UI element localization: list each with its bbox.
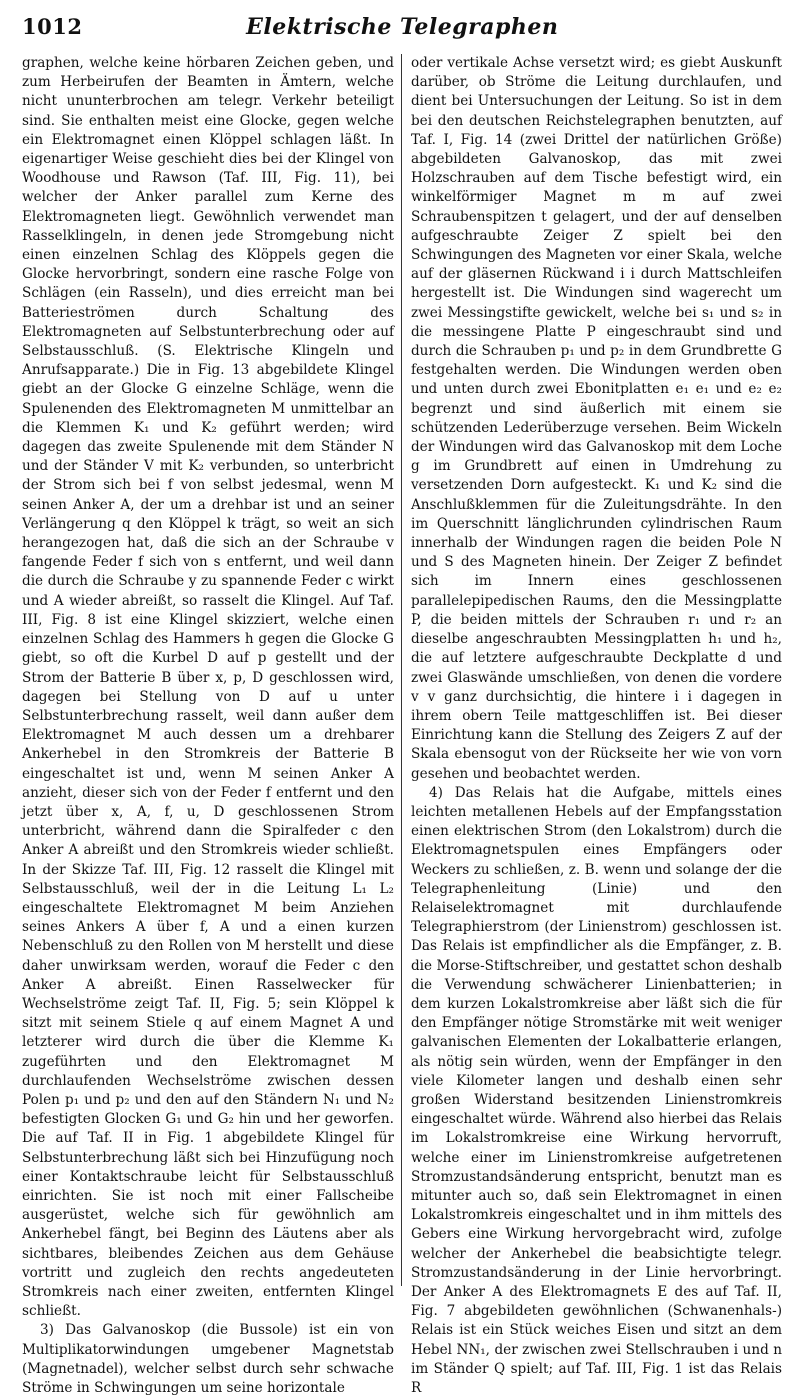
paragraph-relais: 4) Das Relais hat die Aufgabe, mittels eines leichten metallenen Hebels auf der Empfangsstation einen elektrischen Strom (den Lokalstrom) durch die Elektromagnetspulen eines Empfängers oder Weckers zu schließen, z. B. wenn und solange der die Telegraphenleitung (Linie) und den Relaiselektromagnet mit durchlaufende Telegraphierstrom (der Linienstrom) geschlossen ist. Das Relais ist empfindlicher als die Empfänger, z. B. die Morse-Stiftschreiber, und gestattet schon deshalb die Verwendung schwächerer Linienbatterien; in dem kurzen Lokalstromkreise aber läßt sich die für den Empfänger nötige Stromstärke mit weit weniger galvanischen Elementen der Lokalbatterie erlangen, als nötig sein würden, wenn der Empfänger in den viele Kilometer langen und deshalb einen sehr großen Widerstand besitzenden Linienstromkreis eingeschaltet würde. Während also hierbei das Relais im Lokalstromkreise eine Wirkung hervorruft, welche einer im Linienstromkreise aufgetretenen Stromzustandsänderung entspricht, benutzt man es mitunter auch so, daß sein Elektromagnet in einen Lokalstromkreis eingeschaltet und in ihm mittels des Gebers eine Wirkung hervorgebracht wird, zufolge welcher der Ankerhebel die beabsichtigte telegr. Stromzustandsänderung in der Linie hervorbringt. Der Anker A des Elektromagnets E des auf Taf. II, Fig. 7 abgebildeten gewöhnlichen (Schwanenhals-) Relais ist ein Stück weiches Eisen und sitzt an dem Hebel NN₁, der zwischen zwei Stellschrauben i und n im Ständer Q spielt; auf Taf. III, Fig. 1 ist das Relais R: [410, 784, 782, 1397]
text-columns: [22, 54, 782, 1397]
page-number: 1012: [22, 14, 83, 39]
page-header: [22, 14, 782, 54]
running-title: Elektrische Telegraphen: [246, 14, 559, 40]
right-column: [402, 54, 782, 1397]
paragraph-galvanoskop: 3) Das Galvanoskop (die Bussole) ist ein von Multiplikatorwindungen umgebener Magnetstab (Magnetnadel), welcher selbst durch sehr schwache Ströme in Schwingungen um seine horizontale: [22, 1322, 394, 1397]
paragraph-klingeln: graphen, welche keine hörbaren Zeichen geben, und zum Herbeirufen der Beamten in Ämtern, welche nicht ununterbrochen am telegr. Verkehr beteiligt sind. Sie enthalten meist eine Glocke, gegen welche ein Elektromagnet einen Klöppel schlagen läßt. In eigenartiger Weise geschieht dies bei der Klingel von Woodhouse und Rawson (Taf. III, Fig. 11), bei welcher der Anker parallel zum Kerne des Elektromagneten liegt. Gewöhnlich verwendet man Rasselklingeln, in denen jede Stromgebung nicht einen einzelnen Schlag des Klöppels gegen die Glocke hervorbringt, sondern eine rasche Folge von Schlägen (ein Rasseln), und dies erreicht man bei Batterieströmen durch Schaltung des Elektromagneten auf Selbstunterbrechung oder auf Selbstausschluß. (S. Elektrische Klingeln und Anrufsapparate.) Die in Fig. 13 abgebildete Klingel giebt an der Glocke G einzelne Schläge, wenn die Spulenenden des Elektromagneten M unmittelbar an die Klemmen K₁ und K₂ geführt werden; wird dagegen das zweite Spulenende mit dem Ständer N und der Ständer V mit K₂ verbunden, so unterbricht der Strom sich bei f von selbst jedesmal, wenn M seinen Anker A, der um a drehbar ist und an seiner Verlängerung q den Klöppel k trägt, so weit an sich herangezogen hat, daß die sich an der Schraube v fangende Feder f sich von s entfernt, und weil dann die durch die Schraube y zu spannende Feder c wirkt und A wieder abreißt, so rasselt die Klingel. Auf Taf. III, Fig. 8 ist eine Klingel skizziert, welche einen einzelnen Schlag des Hammers h gegen die Glocke G giebt, so oft die Kurbel D auf p gestellt und der Strom der Batterie B über x, p, D geschlossen wird, dagegen bei Stellung von D auf u unter Selbstunterbrechung rasselt, weil dann außer dem Elektromagnet M auch dessen um a drehbarer Ankerhebel in den Stromkreis der Batterie B eingeschaltet ist und, wenn M seinen Anker A anzieht, dieser sich von der Feder f entfernt und den jetzt über x, A, f, u, D geschlossenen Strom unterbricht, während dann die Spiralfeder c den Anker A abreißt und den Stromkreis wieder schließt. In der Skizze Taf. III, Fig. 12 rasselt die Klingel mit Selbstausschluß, weil der in die Leitung L₁ L₂ eingeschaltete Elektromagnet M beim Anziehen seines Ankers A über f, A und a einen kurzen Nebenschluß zu den Rollen von M herstellt und diese daher unwirksam werden, worauf die Feder c den Anker A abreißt. Einen Rasselwecker für Wechselströme zeigt Taf. II, Fig. 5; sein Klöppel k sitzt mit seinem Stiele q auf einem Magnet A und letzterer wird durch die über die Klemme K₁ zugeführten und den Elektromagnet M durchlaufenden Wechselströme zwischen dessen Polen p₁ und p₂ und den auf den Ständern N₁ und N₂ befestigten Glocken G₁ und G₂ hin und her geworfen. Die auf Taf. II in Fig. 1 abgebildete Klingel für Selbstunterbrechung läßt sich bei Hinzufügung noch einer Kontaktschraube leicht für Selbstausschluß einrichten. Sie ist noch mit einer Fallscheibe ausgerüstet, welche sich für gewöhnlich am Ankerhebel fängt, bei Beginn des Läutens aber als sichtbares, bleibendes Zeichen aus dem Gehäuse vortritt und zugleich den rechts angedeuteten Stromkreis nach einer zweiten, entfernten Klingel schließt.: [22, 55, 394, 1320]
paragraph-galvanoskop-continued: oder vertikale Achse versetzt wird; es giebt Auskunft darüber, ob Ströme die Leitung durchlaufen, und dient bei Untersuchungen der Leitung. So ist in dem bei den deutschen Reichstelegraphen benutzten, auf Taf. I, Fig. 14 (zwei Drittel der natürlichen Größe) abgebildeten Galvanoskop, das mit zwei Holzschrauben auf dem Tische befestigt wird, ein winkelförmiger Magnet m m auf zwei Schraubenspitzen t gelagert, und der auf denselben aufgeschraubte Zeiger Z spielt bei den Schwingungen des Magneten vor einer Skala, welche auf der gläsernen Rückwand i i durch Mattschleifen hergestellt ist. Die Windungen sind wagerecht um zwei Messingstifte gewickelt, welche bei s₁ und s₂ in die messingene Platte P eingeschraubt sind und durch die Schrauben p₁ und p₂ in dem Grundbrette G festgehalten werden. Die Windungen werden oben und unten durch zwei Ebonitplatten e₁ e₁ und e₂ e₂ begrenzt und sind äußerlich mit einem sie schützenden Lederüberzuge versehen. Beim Wickeln der Windungen wird das Galvanoskop mit dem Loche g im Grundbrett auf einen in Umdrehung zu versetzenden Dorn aufgesteckt. K₁ und K₂ sind die Anschlußklemmen für die Zuleitungsdrähte. In den im Querschnitt länglichrunden cylindrischen Raum innerhalb der Windungen ragen die beiden Pole N und S des Magneten hinein. Der Zeiger Z befindet sich im Innern eines geschlossenen parallelepipedischen Raums, den die Messingplatte P, die beiden mittels der Schrauben r₁ und r₂ an dieselbe angeschraubten Messingplatten h₁ und h₂, die auf letztere aufgeschraubte Deckplatte d und zwei Glaswände umschließen, von denen die vordere v v ganz durchsichtig, die hintere i i dagegen in ihrem obern Teile mattgeschliffen ist. Bei dieser Einrichtung kann die Stellung des Zeigers Z auf der Skala ebensogut von der Rückseite her wie von vorn gesehen und beobachtet werden.: [410, 55, 782, 782]
left-column: [22, 54, 402, 1397]
